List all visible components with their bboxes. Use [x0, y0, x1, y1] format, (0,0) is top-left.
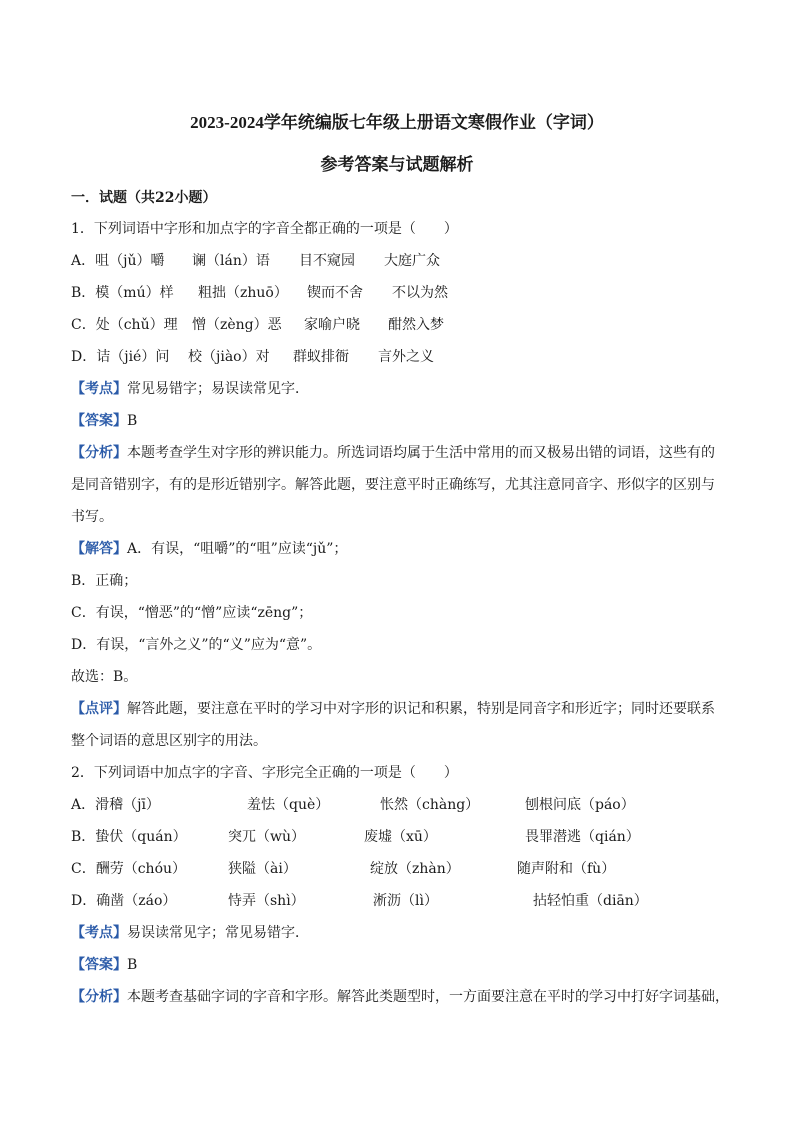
q1-option-c-word2: 憎（zèng）恶 — [192, 317, 282, 333]
jieda-tag: 【解答】 — [71, 541, 127, 557]
q1-option-a-word2: 谰（lán）语 — [192, 253, 270, 269]
kaodian-tag: 【考点】 — [71, 925, 127, 941]
q2-option-a-word2: 羞怯（què） — [247, 797, 330, 813]
q1-stem: 1．下列词语中字形和加点字的字音全都正确的一项是（ ） — [71, 221, 458, 237]
q1-option-b-word2: 粗拙（zhuō） — [198, 285, 288, 301]
q2-option-c-word2: 狭隘（ài） — [228, 861, 297, 877]
kaodian-tag: 【考点】 — [71, 381, 127, 397]
q1-answer-text: B — [127, 413, 138, 429]
document-title: 2023-2024学年统编版七年级上册语文寒假作业（字词） — [190, 113, 604, 132]
q1-kaodian — [71, 380, 309, 398]
q2-option-c-word3: 绽放（zhàn） — [370, 861, 460, 877]
q2-option-a-word3: 怅然（chàng） — [380, 797, 480, 813]
q2-kaodian — [71, 924, 309, 942]
q2-fenxi-text: 本题考查基础字词的字音和字形。解答此类题型时，一方面要注意在平时的学习中打好字词基础， — [127, 989, 729, 1005]
q1-option-d-word3: 群蚁排衙 — [293, 349, 349, 365]
q1-jieda-line: 故选：B。 — [71, 669, 138, 685]
q1-jieda — [71, 540, 347, 558]
q1-option-d-word1: D．诘（jié）问 — [71, 349, 170, 365]
q1-answer — [71, 412, 137, 430]
q2-kaodian-text: 易误读常见字；常见易错字． — [127, 925, 309, 941]
q1-jieda-line: C．有误，“憎恶”的“憎”应读“zēng”； — [71, 605, 313, 621]
q1-option-c-word4: 酣然入梦 — [388, 317, 444, 333]
q1-kaodian-text: 常见易错字；易误读常见字． — [127, 381, 309, 397]
q1-option-c-word3: 家喻户晓 — [304, 317, 360, 333]
q2-answer — [71, 956, 137, 974]
q2-option-a-word4: 刨根问底（páo） — [525, 797, 635, 813]
q1-jieda-line: A．有误，“咀嚼”的“咀”应读“jǔ”； — [127, 541, 348, 557]
q2-option-b-word2: 突兀（wù） — [228, 829, 305, 845]
q2-option-d-word3: 淅沥（lì） — [373, 893, 438, 909]
q2-option-b-word3: 废墟（xū） — [364, 829, 437, 845]
q2-option-b-word1: B．蛰伏（quán） — [71, 829, 187, 845]
q1-option-a-word4: 大庭广众 — [384, 253, 440, 269]
q1-option-d-word2: 校（jiào）对 — [188, 349, 270, 365]
q2-option-d-word2: 恃弄（shì） — [228, 893, 305, 909]
q1-fenxi — [71, 444, 715, 462]
q1-dianping-line: 解答此题，要注意在平时的学习中对字形的识记和积累，特别是同音字和形近字；同时还要联系 — [127, 701, 715, 717]
q1-fenxi-line: 本题考查学生对字形的辨识能力。所选词语均属于生活中常用的而又极易出错的词语，这些有的 — [127, 445, 715, 461]
q2-option-d-word1: D．确凿（záo） — [71, 893, 177, 909]
q1-dianping — [71, 700, 715, 718]
q1-option-c-word1: C．处（chǔ）理 — [71, 317, 178, 333]
q2-option-c-word1: C．酬劳（chóu） — [71, 861, 187, 877]
q2-stem: 2．下列词语中加点字的字音、字形完全正确的一项是（ ） — [71, 765, 458, 781]
q2-option-c-word4: 随声附和（fù） — [517, 861, 616, 877]
fenxi-tag: 【分析】 — [71, 445, 127, 461]
fenxi-tag: 【分析】 — [71, 989, 127, 1005]
q1-jieda-line: B．正确； — [71, 573, 138, 589]
q2-option-a-word1: A．滑稽（jī） — [71, 797, 160, 813]
q2-option-d-word4: 拈轻怕重（diān） — [533, 893, 648, 909]
answer-tag: 【答案】 — [71, 413, 127, 429]
q1-option-a-word1: A．咀（jǔ）嚼 — [71, 253, 165, 269]
q2-answer-text: B — [127, 957, 138, 973]
q1-option-b-word1: B．模（mú）样 — [71, 285, 174, 301]
answer-tag: 【答案】 — [71, 957, 127, 973]
q2-option-b-word4: 畏罪潜逃（qián） — [525, 829, 640, 845]
q1-fenxi-line: 书写。 — [71, 509, 113, 525]
q1-option-d-word4: 言外之义 — [378, 349, 434, 365]
q1-fenxi-line: 是同音错别字，有的是形近错别字。解答此题，要注意平时正确练写，尤其注意同音字、形似字的区别与 — [71, 477, 715, 493]
q1-option-b-word3: 锲而不舍 — [307, 285, 363, 301]
q1-option-a-word3: 目不窥园 — [299, 253, 355, 269]
document-subtitle: 参考答案与试题解析 — [320, 155, 474, 174]
q1-option-b-word4: 不以为然 — [392, 285, 448, 301]
section-heading: 一．试题（共22小题） — [71, 190, 217, 206]
q1-jieda-line: D．有误，“言外之义”的“义”应为“意”。 — [71, 637, 322, 653]
dianping-tag: 【点评】 — [71, 701, 127, 717]
q2-fenxi — [71, 988, 729, 1006]
q1-dianping-line: 整个词语的意思区别字的用法。 — [71, 733, 267, 749]
